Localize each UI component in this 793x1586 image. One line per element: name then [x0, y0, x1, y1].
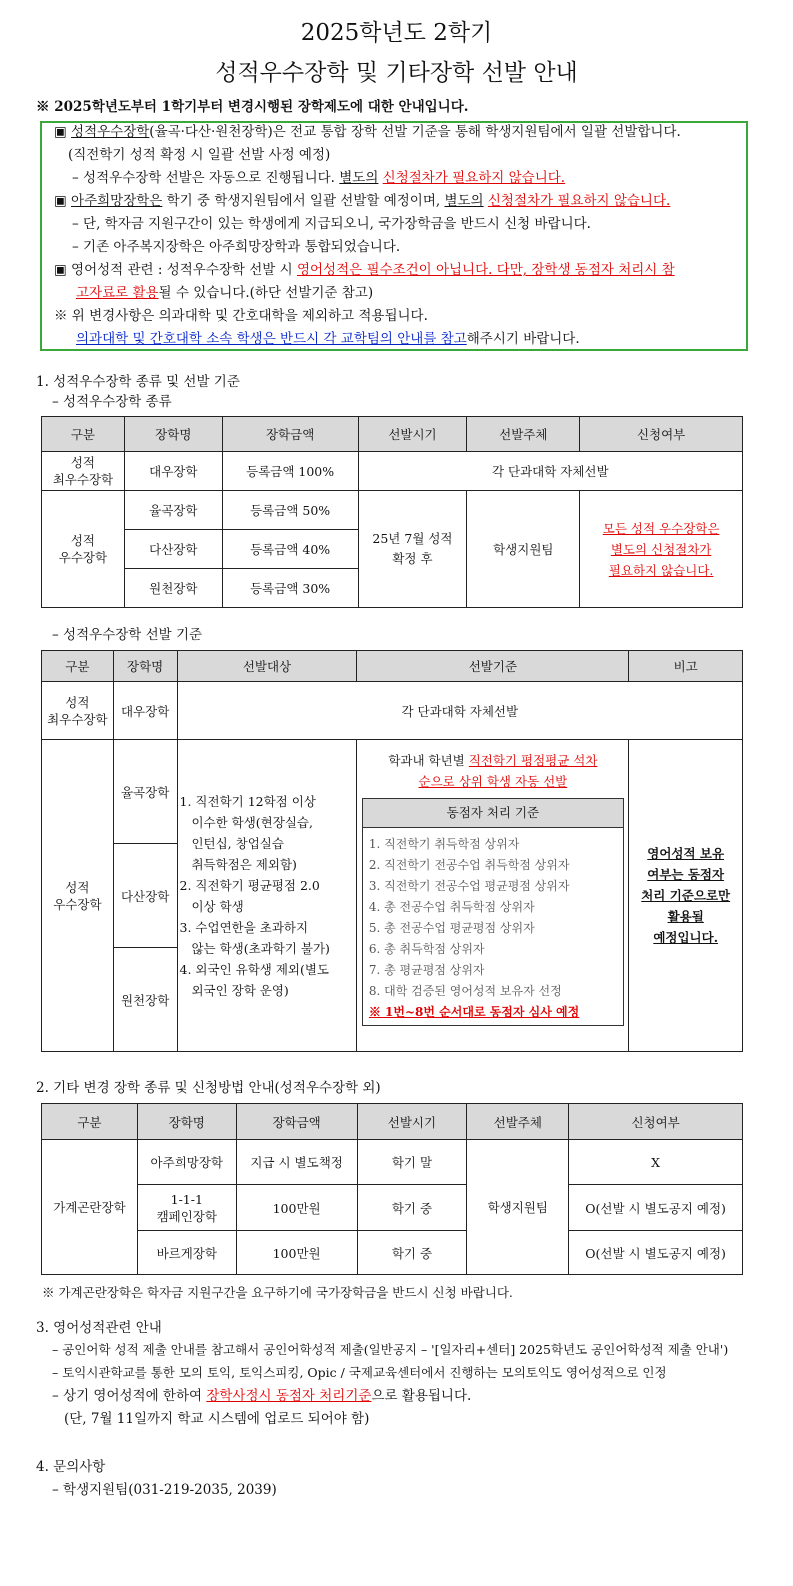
- box-line-9: ※ 위 변경사항은 의과대학 및 간호대학을 제외하고 적용됩니다.: [54, 308, 428, 324]
- cell-timing: 학기 중: [357, 1231, 467, 1275]
- box-line-7: ▣ 영어성적 관련 : 성적우수장학 선발 시 영어성적은 필수조건이 아닙니다. 다만, 장학생 동점자 처리시 참: [54, 262, 675, 278]
- cell-name: 율곡장학: [124, 491, 222, 530]
- tie-item: 6. 총 취득학점 상위자: [368, 942, 485, 956]
- section4-line-1: – 학생지원팀(031-219-2035, 2039): [52, 1482, 277, 1498]
- tie-item: 5. 총 전공수업 평균평점 상위자: [368, 921, 535, 935]
- header-amount: 장학금액: [236, 1104, 357, 1140]
- cell-category: 성적 최우수장학: [42, 452, 125, 491]
- section4-heading: 4. 문의사항: [36, 1459, 106, 1475]
- cell-amount: 지급 시 별도책정: [236, 1140, 357, 1185]
- section2-note: ※ 가계곤란장학은 학자금 지원구간을 요구하기에 국가장학금을 반드시 신청 바랍니다.: [42, 1285, 513, 1300]
- cell-timing: 학기 말: [357, 1140, 467, 1185]
- section2-heading: 2. 기타 변경 장학 종류 및 신청방법 안내(성적우수장학 외): [36, 1080, 381, 1096]
- box-line-6: – 기존 아주복지장학은 아주희망장학과 통합되었습니다.: [72, 239, 401, 255]
- cell-timing: 25년 7월 성적 확정 후: [358, 491, 467, 608]
- header-org: 선발주체: [467, 1104, 569, 1140]
- cell-name: 대우장학: [113, 682, 177, 740]
- other-scholarships-table: [41, 1103, 743, 1275]
- header-org: 선발주체: [467, 417, 580, 452]
- criteria-line-2: 순으로 상위 학생 자동 선발: [418, 774, 568, 789]
- header-category: 구분: [42, 651, 114, 682]
- cell-amount: 등록금액 50%: [222, 491, 358, 530]
- section1-sub1: – 성적우수장학 종류: [52, 394, 172, 410]
- cell-name: 다산장학: [113, 844, 177, 948]
- header-name: 장학명: [137, 1104, 236, 1140]
- cell-org: 학생지원팀: [467, 1140, 569, 1275]
- header-category: 구분: [42, 1104, 138, 1140]
- tie-break-box: [362, 798, 624, 1026]
- box-line-1: ▣ 성적우수장학(율곡·다산·원천장학)은 전교 통합 장학 선발 기준을 통해 학생지원팀에서 일괄 선발합니다.: [54, 124, 681, 140]
- section3-line-3: – 상기 영어성적에 한하여 장학사정시 동점자 처리기준으로 활용됩니다.: [52, 1388, 472, 1404]
- header-timing: 선발시기: [358, 417, 467, 452]
- section3-heading: 3. 영어성적관련 안내: [36, 1320, 162, 1336]
- header-target: 선발대상: [177, 651, 357, 682]
- cell-org: 학생지원팀: [467, 491, 580, 608]
- cell-name: 원천장학: [113, 948, 177, 1052]
- box-line-8: 고자료로 활용될 수 있습니다.(하단 선발기준 참고): [76, 285, 374, 301]
- tie-break-title: 동점자 처리 기준: [363, 799, 623, 828]
- cell-name: 원천장학: [124, 569, 222, 608]
- cell-note: 각 단과대학 자체선발: [177, 682, 742, 740]
- cell-name: 바르게장학: [137, 1231, 236, 1275]
- header-apply: 신청여부: [569, 1104, 743, 1140]
- box-line-3: – 성적우수장학 선발은 자동으로 진행됩니다. 별도의 신청절차가 필요하지 않습니다.: [72, 170, 566, 186]
- box-line-10: 의과대학 및 간호대학 소속 학생은 반드시 각 교학팀의 안내를 참고해주시기 바랍니다.: [76, 331, 580, 347]
- section3-line-1: – 공인어학 성적 제출 안내를 참고해서 공인어학성적 제출(일반공지 – '[일자리+센터] 2025학년도 공인어학성적 제출 안내'): [52, 1342, 729, 1357]
- box-line-2: (직전학기 성적 확정 시 일괄 선발 사정 예정): [68, 147, 331, 163]
- title-line2: 성적우수장학 및 기타장학 선발 안내: [215, 60, 578, 86]
- header-name: 장학명: [113, 651, 177, 682]
- tie-item: 4. 총 전공수업 취득학점 상위자: [368, 900, 535, 914]
- cell-apply: X: [569, 1140, 743, 1185]
- tie-item: 7. 총 평균평점 상위자: [368, 963, 485, 977]
- box-line-5: – 단, 학자금 지원구간이 있는 학생에게 지급되오니, 국가장학금을 반드시 신청 바랍니다.: [72, 216, 591, 232]
- cell-targets: [177, 740, 357, 1052]
- header-criteria: 선발기준: [357, 651, 629, 682]
- header-apply: 신청여부: [580, 417, 743, 452]
- cell-apply: O(선발 시 별도공지 예정): [569, 1231, 743, 1275]
- section3-line-2: – 토익시관학교를 통한 모의 토익, 토익스피킹, Opic / 국제교육센터에서 진행하는 모의토익도 영어성적으로 인정: [52, 1365, 667, 1380]
- cell-category: 성적 우수장학: [42, 740, 114, 1052]
- target-item: 1. 직전학기 12학점 이상 이수한 학생(현장실습, 인턴십, 창업실습 취득학점은 제외함): [179, 793, 316, 872]
- tie-item: 1. 직전학기 취득학점 상위자: [368, 837, 520, 851]
- cell-apply: O(선발 시 별도공지 예정): [569, 1185, 743, 1231]
- tie-note: ※ 1번~8번 순서대로 동점자 심사 예정: [368, 1005, 580, 1019]
- header-amount: 장학금액: [222, 417, 358, 452]
- target-item: 3. 수업연한을 초과하지 않는 학생(초과학기 불가): [179, 919, 330, 956]
- cell-name: 1-1-1 캠페인장학: [137, 1185, 236, 1231]
- tie-item: 8. 대학 검증된 영어성적 보유자 선정: [368, 984, 562, 998]
- header-timing: 선발시기: [357, 1104, 467, 1140]
- cell-timing: 학기 중: [357, 1185, 467, 1231]
- cell-amount: 100만원: [236, 1231, 357, 1275]
- target-item: 4. 외국인 유학생 제외(별도 외국인 장학 운영): [179, 961, 330, 998]
- cell-amount: 등록금액 30%: [222, 569, 358, 608]
- cell-name: 율곡장학: [113, 740, 177, 844]
- header-name: 장학명: [124, 417, 222, 452]
- cell-note: 각 단과대학 자체선발: [358, 452, 742, 491]
- selection-criteria-table: [41, 650, 743, 1052]
- cell-name: 대우장학: [124, 452, 222, 491]
- cell-name: 아주희망장학: [137, 1140, 236, 1185]
- cell-amount: 100만원: [236, 1185, 357, 1231]
- box-line-4: ▣ 아주희망장학은 학기 중 학생지원팀에서 일괄 선발할 예정이며, 별도의 신청절차가 필요하지 않습니다.: [54, 193, 671, 209]
- tie-item: 2. 직전학기 전공수업 취득학점 상위자: [368, 858, 570, 872]
- section1-sub2: – 성적우수장학 선발 기준: [52, 627, 203, 643]
- scholarship-types-table: [41, 416, 743, 608]
- cell-category: 성적 최우수장학: [42, 682, 114, 740]
- tie-item: 3. 직전학기 전공수업 평균평점 상위자: [368, 879, 570, 893]
- header-remark: 비고: [629, 651, 743, 682]
- criteria-line-1: 학과내 학년별 직전학기 평점평균 석차: [388, 753, 598, 768]
- cell-apply: 모든 성적 우수장학은 별도의 신청절차가 필요하지 않습니다.: [580, 491, 743, 608]
- section1-heading: 1. 성적우수장학 종류 및 선발 기준: [36, 374, 240, 390]
- cell-remark: 영어성적 보유 여부는 동점자 처리 기준으로만 활용될 예정입니다.: [629, 740, 743, 1052]
- section3-line-4: (단, 7월 11일까지 학교 시스템에 업로드 되어야 함): [64, 1411, 370, 1427]
- notice-text: ※ 2025학년도부터 1학기부터 변경시행된 장학제도에 대한 안내입니다.: [36, 99, 469, 115]
- target-item: 2. 직전학기 평균평점 2.0 이상 학생: [179, 877, 320, 914]
- title-line1: 2025학년도 2학기: [300, 20, 493, 46]
- cell-category: 성적 우수장학: [42, 491, 125, 608]
- cell-category: 가계곤란장학: [42, 1140, 138, 1275]
- cell-amount: 등록금액 100%: [222, 452, 358, 491]
- cell-amount: 등록금액 40%: [222, 530, 358, 569]
- cell-name: 다산장학: [124, 530, 222, 569]
- header-category: 구분: [42, 417, 125, 452]
- cell-criteria: [357, 740, 629, 1052]
